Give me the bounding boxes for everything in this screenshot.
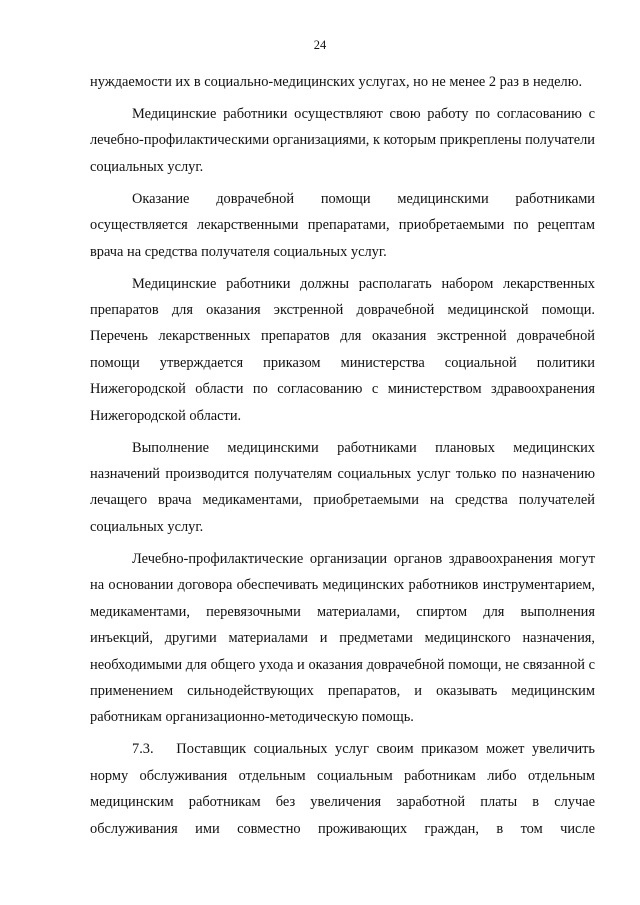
paragraph-healthcare-organizations: Лечебно-профилактические организации органов здравоохранения могут на основании договора обеспечивать медицинских работников инструментарием, медикаментами, перевязочными материалами, спиртом для выполнения инъекций, другими материалами и предметами медицинского назначения, необходимыми для общего ухода и оказания доврачебной помощи, не связанной с применением сильнодействующих препаратов, и оказывать медицинским работникам организационно-методическую помощь. [90,550,595,726]
paragraph-medical-workers-coordination: Медицинские работники осуществляют свою работу по согласованию с лечебно-профилактическими организациями, к которым прикреплены получатели социальных услуг. [90,106,595,175]
paragraph-first-aid-drugs: Оказание доврачебной помощи медицинскими работниками осуществляется лекарственными препаратами, приобретаемыми по рецептам врача на средства получателя социальных услуг. [90,190,595,260]
page-number: 24 [313,38,327,52]
paragraph-section-7-3: 7.3. Поставщик социальных услуг своим приказом может увеличить норму обслуживания отдельным социальным работникам либо отдельным медицинским работникам без увеличения заработной платы в случае обслуживания ими совместно проживающих граждан, в том числе [90,741,595,837]
paragraph-planned-prescriptions: Выполнение медицинскими работниками плановых медицинских назначений производится получателям социальных услуг только по назначению лечащего врача медикаментами, приобретаемыми на средства получателей социальных услуг. [90,439,595,535]
paragraph-continuation: нуждаемости их в социально-медицинских услугах, но не менее 2 раз в неделю. [90,74,583,90]
paragraph-emergency-drug-kit: Медицинские работники должны располагать набором лекарственных препаратов для оказания экстренной доврачебной медицинской помощи. Перечень лекарственных препаратов для оказания экстренной доврачебной помощи утверждается приказом министерства социальной политики Нижегородской области по согласованию с министерством здравоохранения Нижегородской области. [90,275,595,424]
document-body [90,69,595,842]
